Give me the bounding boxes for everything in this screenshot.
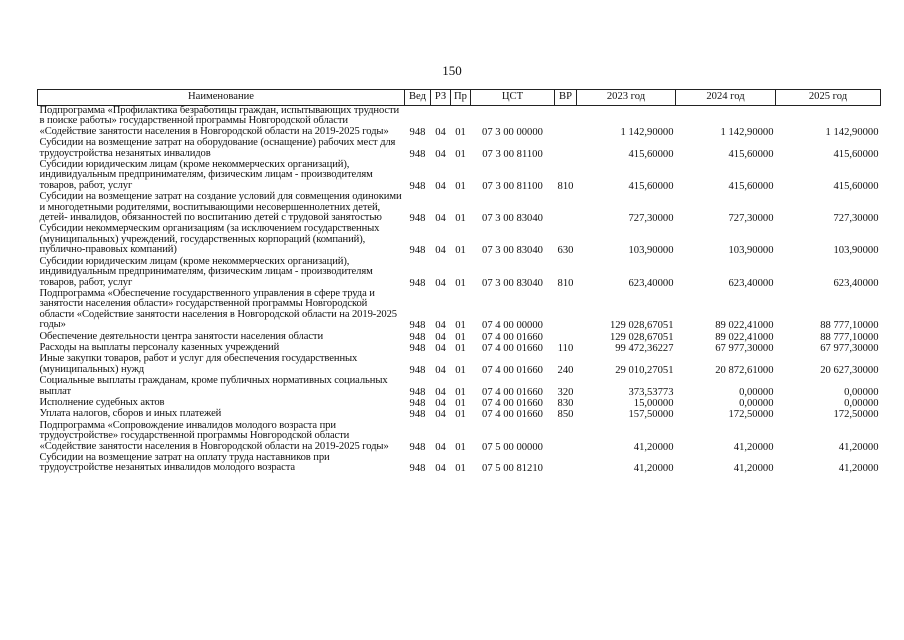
header-ved: Вед	[405, 90, 431, 106]
cell-2025: 103,90000	[833, 245, 879, 257]
cell-2025: 41,20000	[838, 441, 879, 453]
cell-rz: 04	[435, 213, 446, 225]
cell-2023: 129 028,67051	[609, 320, 674, 332]
cell-pr: 01	[455, 331, 466, 343]
cell-vr: 630	[557, 245, 574, 257]
cell-cst: 07 4 00 01660	[482, 364, 543, 376]
table-row	[38, 376, 881, 398]
cell-2023: 103,90000	[628, 245, 674, 257]
cell-2024: 0,00000	[739, 386, 774, 398]
cell-2025: 88 777,10000	[820, 320, 879, 332]
cell-rz: 04	[435, 245, 446, 257]
cell-cst: 07 3 00 81100	[482, 180, 543, 192]
cell-2024: 41,20000	[733, 441, 774, 453]
cell-pr: 01	[455, 148, 466, 160]
cell-vr	[555, 106, 577, 139]
cell-vr: 810	[557, 180, 574, 192]
cell-name: Субсидии юридическим лицам (кроме некоммерческих организаций), индивидуальным предпринимателям, физическим лицам - производителям товаров, работ, услуг	[39, 159, 373, 191]
cell-cst: 07 3 00 83040	[482, 245, 543, 257]
cell-ved: 948	[409, 397, 426, 409]
cell-ved: 948	[409, 386, 426, 398]
cell-2024: 89 022,41000	[715, 320, 774, 332]
cell-2023: 1 142,90000	[620, 126, 674, 138]
cell-pr: 01	[455, 320, 466, 332]
header-2023: 2023 год	[577, 90, 676, 106]
cell-pr: 01	[455, 409, 466, 421]
cell-rz: 04	[435, 320, 446, 332]
header-2024: 2024 год	[676, 90, 776, 106]
cell-2025: 1 142,90000	[825, 126, 879, 138]
cell-pr: 01	[455, 386, 466, 398]
cell-vr	[555, 289, 577, 332]
cell-name: Субсидии юридическим лицам (кроме некоммерческих организаций), индивидуальным предпринимателям, физическим лицам - производителям товаров, работ, услуг	[39, 255, 373, 288]
cell-name: Субсидии на возмещение затрат на оплату труда наставников при трудоустройстве незанятых инвалидов молодого возраста	[39, 452, 330, 474]
header-pr: Пр	[451, 90, 471, 106]
cell-2025: 172,50000	[833, 409, 879, 421]
cell-cst: 07 4 00 01660	[482, 331, 543, 343]
cell-2023: 623,40000	[628, 277, 674, 289]
cell-ved: 948	[409, 180, 426, 192]
cell-name: Субсидии на возмещение затрат на создание условий для совмещения одинокими и многодетными родителями, воспитывающими несовершеннолетних детей, детей- инвалидов, обязанностей по воспитанию детей с трудовой занятостью	[39, 191, 402, 224]
cell-2023: 727,30000	[628, 213, 674, 225]
cell-rz: 04	[435, 331, 446, 343]
cell-cst: 07 3 00 83040	[482, 213, 543, 225]
cell-rz: 04	[435, 386, 446, 398]
cell-2023: 15,00000	[633, 397, 674, 409]
cell-2025: 415,60000	[833, 148, 879, 160]
cell-2024: 0,00000	[739, 397, 774, 409]
cell-pr: 01	[455, 245, 466, 257]
table-header-row	[38, 90, 881, 106]
cell-2025: 41,20000	[838, 463, 879, 475]
cell-2024: 623,40000	[728, 277, 774, 289]
cell-pr: 01	[455, 463, 466, 475]
cell-rz: 04	[435, 180, 446, 192]
cell-cst: 07 3 00 81100	[482, 148, 543, 160]
cell-2024: 89 022,41000	[715, 331, 774, 343]
cell-2023: 415,60000	[628, 180, 674, 192]
cell-rz: 04	[435, 409, 446, 421]
cell-vr: 830	[557, 397, 574, 409]
cell-pr: 01	[455, 342, 466, 354]
cell-vr: 110	[557, 342, 574, 354]
cell-cst: 07 4 00 01660	[482, 397, 543, 409]
cell-ved: 948	[409, 364, 426, 376]
cell-name: Обеспечение деятельности центра занятости населения области	[39, 330, 324, 342]
cell-2023: 41,20000	[633, 441, 674, 453]
cell-vr: 850	[557, 409, 574, 421]
cell-pr: 01	[455, 126, 466, 138]
cell-name: Субсидии некоммерческим организациям (за исключением государственных (муниципальных) учреждений, государственных корпораций (компаний), публично-правовых компаний)	[39, 223, 380, 256]
cell-2025: 415,60000	[833, 180, 879, 192]
cell-rz: 04	[435, 463, 446, 475]
cell-name: Социальные выплаты гражданам, кроме публичных нормативных социальных выплат	[39, 375, 388, 397]
cell-cst: 07 4 00 01660	[482, 386, 543, 398]
cell-name: Уплата налогов, сборов и иных платежей	[39, 408, 222, 420]
cell-rz: 04	[435, 342, 446, 354]
table-row	[38, 224, 881, 256]
cell-vr	[555, 421, 577, 453]
header-2025: 2025 год	[776, 90, 881, 106]
cell-name: Субсидии на возмещение затрат на оборудование (оснащение) рабочих мест для трудоустройства незанятых инвалидов	[39, 137, 396, 159]
table-row	[38, 138, 881, 160]
cell-rz: 04	[435, 397, 446, 409]
cell-2024: 415,60000	[728, 148, 774, 160]
cell-2024: 67 977,30000	[715, 342, 774, 354]
table-row	[38, 421, 881, 453]
cell-2025: 20 627,30000	[820, 364, 879, 376]
cell-2024: 20 872,61000	[715, 364, 774, 376]
cell-vr	[555, 332, 577, 343]
cell-pr: 01	[455, 277, 466, 289]
cell-rz: 04	[435, 364, 446, 376]
budget-table	[37, 89, 881, 475]
header-name: Наименование	[38, 90, 405, 106]
cell-name: Иные закупки товаров, работ и услуг для обеспечения государственных (муниципальных) нужд	[39, 353, 358, 375]
cell-rz: 04	[435, 126, 446, 138]
cell-cst: 07 5 00 81210	[482, 463, 543, 475]
page-number: 150	[442, 63, 462, 78]
cell-2023: 415,60000	[628, 148, 674, 160]
cell-name: Подпрограмма «Обеспечение государственного управления в сфере труда и занятости населения области» государственной программы Новгородской области «Содействие занятости населения в Новгородской области на 2019-2025 годы»	[39, 287, 397, 331]
cell-2024: 1 142,90000	[720, 126, 774, 138]
cell-2023: 129 028,67051	[609, 331, 674, 343]
cell-name: Подпрограмма «Сопровождение инвалидов молодого возраста при трудоустройстве» государственной программы Новгородской области «Содействие занятости населения в Новгородской области на 2019-2025 годы»	[39, 419, 389, 452]
cell-ved: 948	[409, 331, 426, 343]
cell-2024: 41,20000	[733, 463, 774, 475]
cell-name: Подпрограмма «Профилактика безработицы граждан, испытывающих трудности в поиске работы» государственной программы Новгородской области «Содействие занятости населения в Новгородской области на 2019-2025 годы»	[39, 105, 400, 137]
cell-2025: 0,00000	[844, 397, 879, 409]
header-rz: РЗ	[431, 90, 451, 106]
cell-ved: 948	[409, 277, 426, 289]
cell-cst: 07 4 00 01660	[482, 409, 543, 421]
cell-2025: 623,40000	[833, 277, 879, 289]
cell-vr: 240	[557, 364, 574, 376]
table-row	[38, 160, 881, 192]
cell-name: Исполнение судебных актов	[39, 396, 165, 408]
cell-2024: 415,60000	[728, 180, 774, 192]
cell-pr: 01	[455, 180, 466, 192]
header-vr: ВР	[555, 90, 577, 106]
header-cst: ЦСТ	[471, 90, 555, 106]
cell-name: Расходы на выплаты персоналу казенных учреждений	[39, 341, 280, 353]
cell-ved: 948	[409, 463, 426, 475]
cell-2023: 373,53773	[628, 386, 674, 398]
cell-vr: 320	[557, 386, 574, 398]
cell-2025: 67 977,30000	[820, 342, 879, 354]
cell-pr: 01	[455, 364, 466, 376]
cell-cst: 07 3 00 83040	[482, 277, 543, 289]
cell-2023: 157,50000	[628, 409, 674, 421]
cell-2025: 88 777,10000	[820, 331, 879, 343]
cell-vr: 810	[557, 277, 574, 289]
table-row	[38, 289, 881, 332]
cell-2023: 99 472,36227	[615, 342, 674, 354]
cell-ved: 948	[409, 409, 426, 421]
cell-pr: 01	[455, 397, 466, 409]
cell-2025: 0,00000	[844, 386, 879, 398]
cell-ved: 948	[409, 320, 426, 332]
cell-pr: 01	[455, 213, 466, 225]
cell-2023: 29 010,27051	[615, 364, 674, 376]
cell-vr	[555, 192, 577, 224]
cell-cst: 07 3 00 00000	[482, 126, 543, 138]
cell-vr	[555, 138, 577, 160]
cell-2024: 727,30000	[728, 213, 774, 225]
cell-2025: 727,30000	[833, 213, 879, 225]
cell-ved: 948	[409, 148, 426, 160]
table-row	[38, 192, 881, 224]
cell-vr	[555, 453, 577, 475]
cell-2024: 103,90000	[728, 245, 774, 257]
table-row	[38, 453, 881, 475]
table-row	[38, 354, 881, 376]
cell-ved: 948	[409, 441, 426, 453]
cell-rz: 04	[435, 148, 446, 160]
table-row	[38, 106, 881, 139]
cell-pr: 01	[455, 441, 466, 453]
cell-cst: 07 4 00 00000	[482, 320, 543, 332]
cell-2024: 172,50000	[728, 409, 774, 421]
cell-rz: 04	[435, 277, 446, 289]
cell-ved: 948	[409, 245, 426, 257]
cell-rz: 04	[435, 441, 446, 453]
cell-ved: 948	[409, 342, 426, 354]
table-row	[38, 257, 881, 289]
table-body	[38, 106, 881, 475]
cell-ved: 948	[409, 213, 426, 225]
cell-cst: 07 4 00 01660	[482, 342, 543, 354]
cell-ved: 948	[409, 126, 426, 138]
cell-2023: 41,20000	[633, 463, 674, 475]
cell-cst: 07 5 00 00000	[482, 441, 543, 453]
